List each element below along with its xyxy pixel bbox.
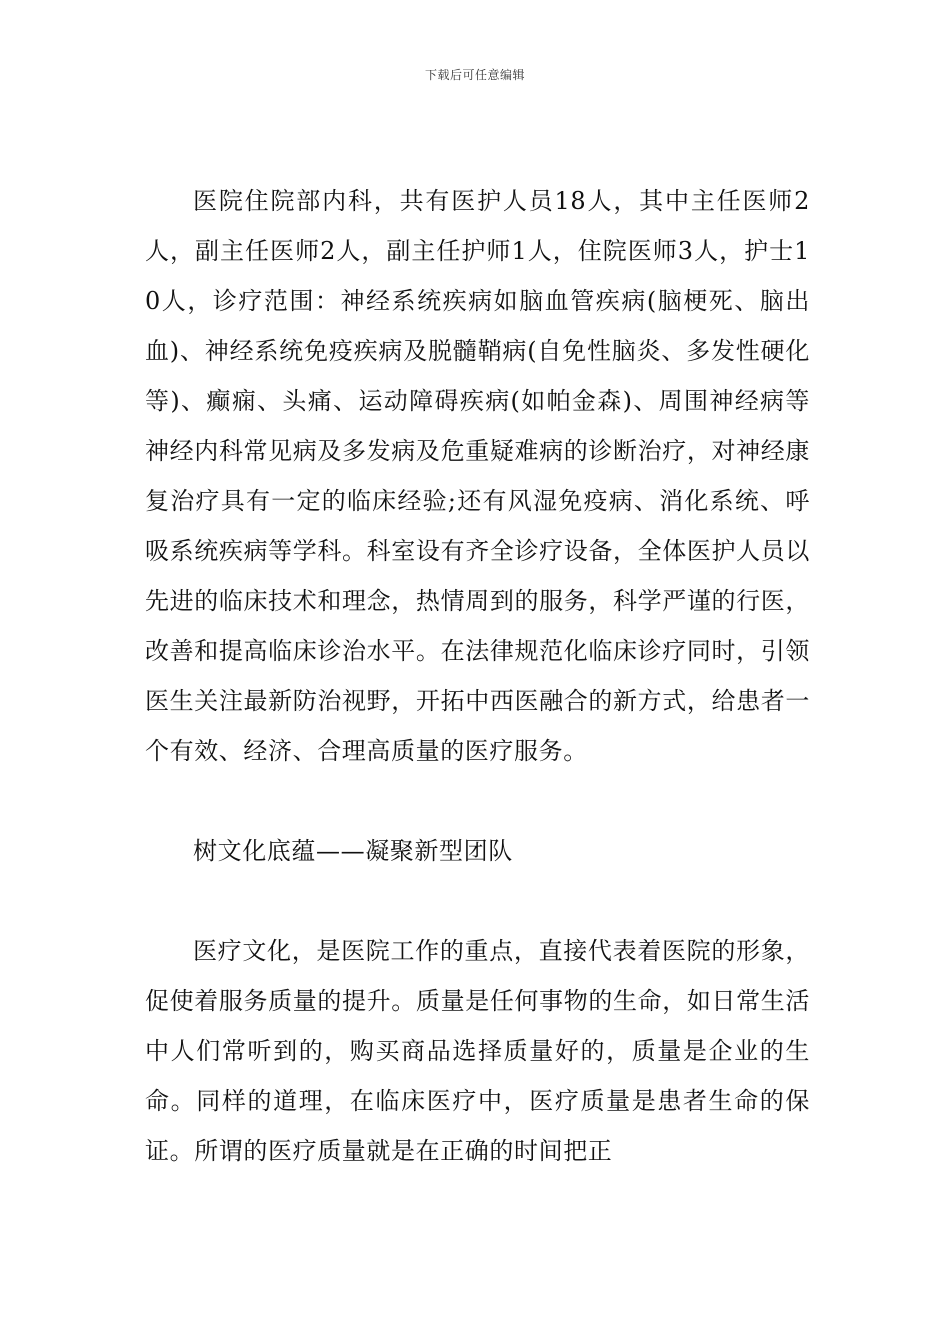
body-paragraph-2: 医疗文化，是医院工作的重点，直接代表着医院的形象，促使着服务质量的提升。质量是任何事物的生命，如日常生活中人们常听到的，购买商品选择质量好的，质量是企业的生命。同样的道理，在临床医疗中，医疗质量是患者生命的保证。所谓的医疗质量就是在正确的时间把正	[145, 937, 810, 1165]
document-body	[145, 176, 810, 1176]
page-header: 下载后可任意编辑	[424, 68, 525, 82]
section-heading: 树文化底蕴——凝聚新型团队	[193, 837, 513, 865]
body-paragraph-1: 医院住院部内科，共有医护人员18人，其中主任医师2人，副主任医师2人，副主任护师1人，住院医师3人，护士10人，诊疗范围：神经系统疾病如脑血管疾病(脑梗死、脑出血)、神经系统免疫疾病及脱髓鞘病(自免性脑炎、多发性硬化等)、癫痫、头痛、运动障碍疾病(如帕金森)、周围神经病等神经内科常见病及多发病及危重疑难病的诊断治疗，对神经康复治疗具有一定的临床经验;还有风湿免疫病、消化系统、呼吸系统疾病等学科。科室设有齐全诊疗设备，全体医护人员以先进的临床技术和理念，热情周到的服务，科学严谨的行医，改善和提高临床诊治水平。在法律规范化临床诊疗同时，引领医生关注最新防治视野，开拓中西医融合的新方式，给患者一个有效、经济、合理高质量的医疗服务。	[145, 187, 810, 765]
